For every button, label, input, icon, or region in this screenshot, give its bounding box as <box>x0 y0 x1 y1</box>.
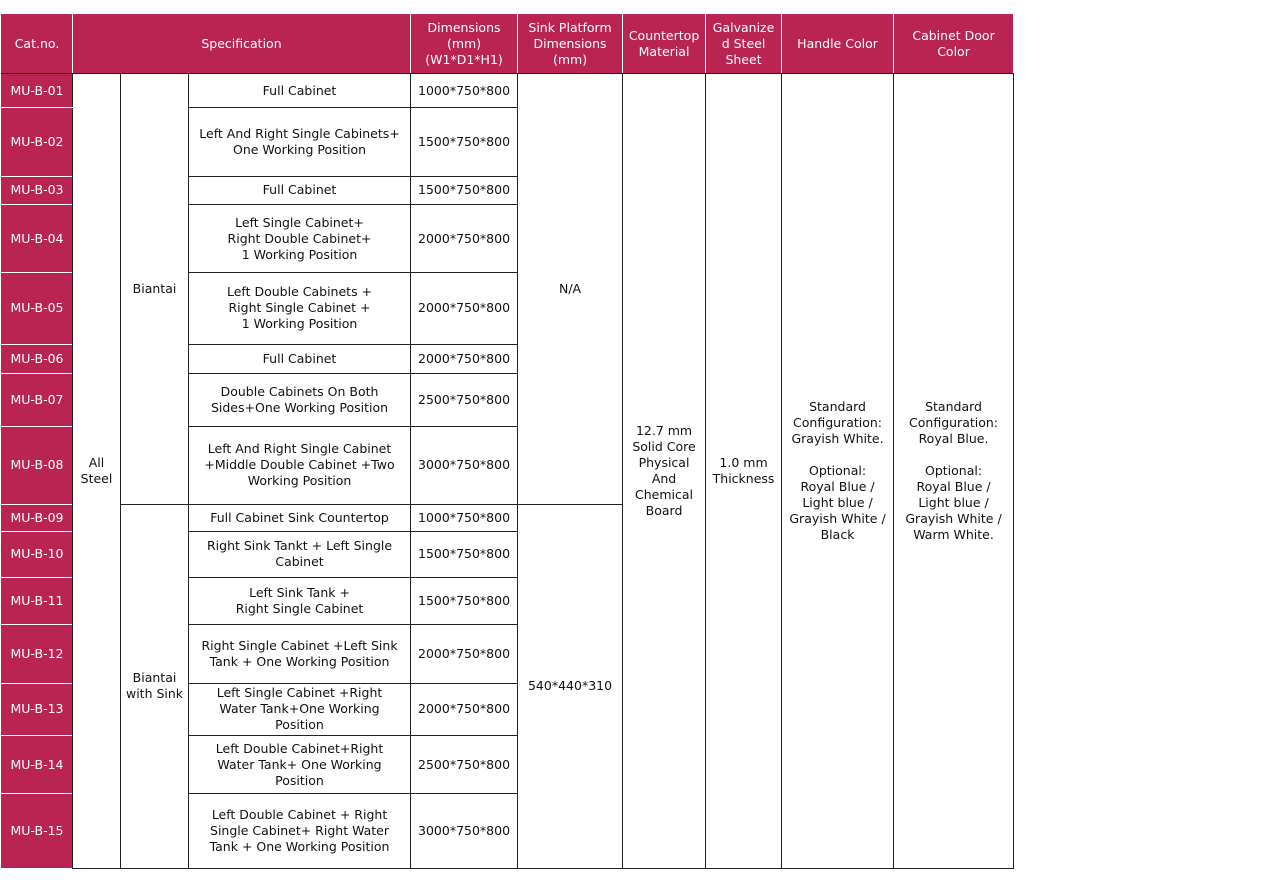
dimension-cell: 1000*750*800 <box>411 74 518 108</box>
description-cell: Full Cabinet <box>189 344 411 373</box>
description-cell: Left Double Cabinets + Right Single Cabinet + 1 Working Position <box>189 273 411 344</box>
description-cell: Double Cabinets On Both Sides+One Working Position <box>189 373 411 426</box>
group-biantai: Biantai <box>121 74 189 505</box>
header-handle-color: Handle Color <box>782 14 894 74</box>
group-biantai-with-sink: Biantai with Sink <box>121 504 189 868</box>
cat-no-cell: MU-B-09 <box>2 504 73 531</box>
dimension-cell: 2000*750*800 <box>411 273 518 344</box>
door-color-cell: Standard Configuration: Royal Blue. Optional: Royal Blue / Light blue / Grayish White / Warm White. <box>894 74 1014 869</box>
cat-no-cell: MU-B-15 <box>2 794 73 869</box>
description-cell: Right Single Cabinet +Left Sink Tank + One Working Position <box>189 625 411 683</box>
dimension-cell: 3000*750*800 <box>411 427 518 504</box>
dimension-cell: 2500*750*800 <box>411 736 518 794</box>
dimension-cell: 1500*750*800 <box>411 108 518 176</box>
cat-no-cell: MU-B-10 <box>2 531 73 577</box>
countertop-material-cell: 12.7 mm Solid Core Physical And Chemical Board <box>623 74 706 869</box>
header-row <box>2 14 1014 74</box>
cat-no-cell: MU-B-06 <box>2 344 73 373</box>
sink-dims-value: 540*440*310 <box>518 504 623 868</box>
description-cell: Left Double Cabinet+Right Water Tank+ One Working Position <box>189 736 411 794</box>
header-sink-platform: Sink Platform Dimensions (mm) <box>518 14 623 74</box>
cat-no-cell: MU-B-03 <box>2 176 73 204</box>
dimension-cell: 1000*750*800 <box>411 504 518 531</box>
dimension-cell: 2000*750*800 <box>411 344 518 373</box>
description-cell: Full Cabinet <box>189 176 411 204</box>
header-specification: Specification <box>73 14 411 74</box>
description-cell: Full Cabinet Sink Countertop <box>189 504 411 531</box>
description-cell: Left And Right Single Cabinets+ One Working Position <box>189 108 411 176</box>
material-cell: All Steel <box>73 74 121 869</box>
cat-no-cell: MU-B-01 <box>2 74 73 108</box>
galvanized-sheet-cell: 1.0 mm Thickness <box>706 74 782 869</box>
cat-no-cell: MU-B-02 <box>2 108 73 176</box>
header-door-color: Cabinet Door Color <box>894 14 1014 74</box>
description-cell: Right Sink Tankt + Left Single Cabinet <box>189 531 411 577</box>
header-cat-no: Cat.no. <box>2 14 73 74</box>
cat-no-cell: MU-B-11 <box>2 578 73 625</box>
cat-no-cell: MU-B-08 <box>2 427 73 504</box>
header-galvanized: Galvanize d Steel Sheet <box>706 14 782 74</box>
handle-color-cell: Standard Configuration: Grayish White. Optional: Royal Blue / Light blue / Grayish White / Black <box>782 74 894 869</box>
cat-no-cell: MU-B-12 <box>2 625 73 683</box>
header-countertop: Countertop Material <box>623 14 706 74</box>
cat-no-cell: MU-B-14 <box>2 736 73 794</box>
cat-no-cell: MU-B-07 <box>2 373 73 426</box>
sink-dims-na: N/A <box>518 74 623 505</box>
dimension-cell: 2000*750*800 <box>411 683 518 735</box>
description-cell: Full Cabinet <box>189 74 411 108</box>
dimension-cell: 1500*750*800 <box>411 531 518 577</box>
dimension-cell: 3000*750*800 <box>411 794 518 869</box>
dimension-cell: 2000*750*800 <box>411 204 518 272</box>
description-cell: Left Double Cabinet + Right Single Cabinet+ Right Water Tank + One Working Position <box>189 794 411 869</box>
cat-no-cell: MU-B-13 <box>2 683 73 735</box>
description-cell: Left Single Cabinet+ Right Double Cabinet+ 1 Working Position <box>189 204 411 272</box>
specification-table <box>1 13 1014 869</box>
dimension-cell: 1500*750*800 <box>411 176 518 204</box>
cat-no-cell: MU-B-05 <box>2 273 73 344</box>
header-dimensions: Dimensions (mm) (W1*D1*H1) <box>411 14 518 74</box>
cat-no-cell: MU-B-04 <box>2 204 73 272</box>
description-cell: Left Sink Tank + Right Single Cabinet <box>189 578 411 625</box>
description-cell: Left And Right Single Cabinet +Middle Double Cabinet +Two Working Position <box>189 427 411 504</box>
dimension-cell: 2000*750*800 <box>411 625 518 683</box>
dimension-cell: 2500*750*800 <box>411 373 518 426</box>
table-row <box>2 74 1014 108</box>
dimension-cell: 1500*750*800 <box>411 578 518 625</box>
description-cell: Left Single Cabinet +Right Water Tank+One Working Position <box>189 683 411 735</box>
